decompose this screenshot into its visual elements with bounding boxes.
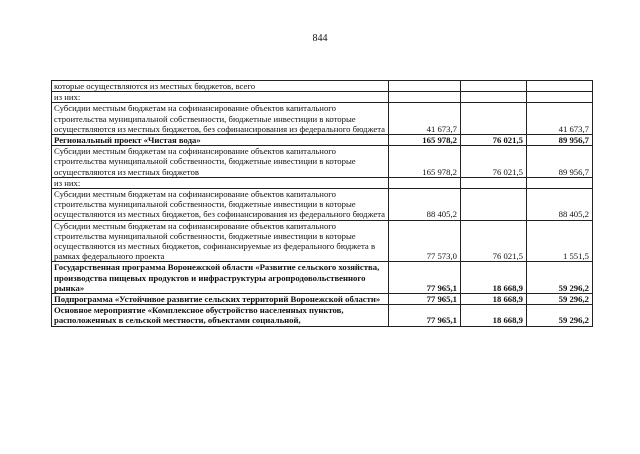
row-col2: 76 021,5 bbox=[461, 146, 527, 178]
row-col2 bbox=[461, 103, 527, 135]
row-description: Региональный проект «Чистая вода» bbox=[52, 135, 389, 146]
row-col3: 88 405,2 bbox=[527, 189, 593, 221]
table-row bbox=[52, 305, 593, 326]
row-col2 bbox=[461, 189, 527, 221]
row-col2: 76 021,5 bbox=[461, 220, 527, 262]
table-row bbox=[52, 81, 593, 92]
row-description: Субсидии местным бюджетам на софинансирование объектов капитального строительства муниципальной собственности, бюджетные инвестиции в которые осуществляются из местных бюджетов bbox=[52, 146, 389, 178]
page-number: 844 bbox=[312, 33, 328, 44]
table-row bbox=[52, 177, 593, 188]
row-total: 165 978,2 bbox=[389, 135, 461, 146]
row-description: Субсидии местным бюджетам на софинансирование объектов капитального строительства муниципальной собственности, бюджетные инвестиции в которые осуществляются из местных бюджетов, без софинансирования из федерального бюджета bbox=[52, 103, 389, 135]
row-total: 77 573,0 bbox=[389, 220, 461, 262]
table-row bbox=[52, 189, 593, 221]
row-total: 77 965,1 bbox=[389, 262, 461, 294]
row-total: 77 965,1 bbox=[389, 305, 461, 326]
row-col3: 89 956,7 bbox=[527, 135, 593, 146]
row-col2 bbox=[461, 177, 527, 188]
row-col2: 18 668,9 bbox=[461, 262, 527, 294]
table-row bbox=[52, 92, 593, 103]
row-col3 bbox=[527, 81, 593, 92]
row-total bbox=[389, 81, 461, 92]
table-row bbox=[52, 294, 593, 305]
row-col3: 1 551,5 bbox=[527, 220, 593, 262]
table-row bbox=[52, 103, 593, 135]
row-total: 88 405,2 bbox=[389, 189, 461, 221]
row-description: из них: bbox=[52, 92, 389, 103]
row-total: 77 965,1 bbox=[389, 294, 461, 305]
row-description: Субсидии местным бюджетам на софинансирование объектов капитального строительства муниципальной собственности, бюджетные инвестиции в которые осуществляются из местных бюджетов, без софинансирования из федерального бюджета bbox=[52, 189, 389, 221]
table-row bbox=[52, 135, 593, 146]
table-row bbox=[52, 220, 593, 262]
row-description: Основное мероприятие «Комплексное обустройство населенных пунктов, расположенных в сельской местности, объектами социальной, bbox=[52, 305, 389, 326]
row-total bbox=[389, 92, 461, 103]
row-description: Подпрограмма «Устойчивое развитие сельских территорий Воронежской области» bbox=[52, 294, 389, 305]
row-col3 bbox=[527, 92, 593, 103]
row-col2: 18 668,9 bbox=[461, 305, 527, 326]
table-row bbox=[52, 146, 593, 178]
row-col2 bbox=[461, 92, 527, 103]
budget-table bbox=[51, 80, 593, 327]
row-description: из них: bbox=[52, 177, 389, 188]
row-col2 bbox=[461, 81, 527, 92]
row-description: Государственная программа Воронежской области «Развитие сельского хозяйства, производства пищевых продуктов и инфраструктуры агропродовольственного рынка» bbox=[52, 262, 389, 294]
row-col3: 59 296,2 bbox=[527, 262, 593, 294]
row-col3 bbox=[527, 177, 593, 188]
row-total bbox=[389, 177, 461, 188]
row-total: 41 673,7 bbox=[389, 103, 461, 135]
row-col3: 41 673,7 bbox=[527, 103, 593, 135]
table-row bbox=[52, 262, 593, 294]
row-col3: 89 956,7 bbox=[527, 146, 593, 178]
row-description: Субсидии местным бюджетам на софинансирование объектов капитального строительства муниципальной собственности, бюджетные инвестиции в которые осуществляются из местных бюджетов, софинансируемые из федерального бюджета в рамках федерального проекта bbox=[52, 220, 389, 262]
row-description: которые осуществляются из местных бюджетов, всего bbox=[52, 81, 389, 92]
row-total: 165 978,2 bbox=[389, 146, 461, 178]
row-col2: 76 021,5 bbox=[461, 135, 527, 146]
row-col3: 59 296,2 bbox=[527, 294, 593, 305]
row-col2: 18 668,9 bbox=[461, 294, 527, 305]
row-col3: 59 296,2 bbox=[527, 305, 593, 326]
